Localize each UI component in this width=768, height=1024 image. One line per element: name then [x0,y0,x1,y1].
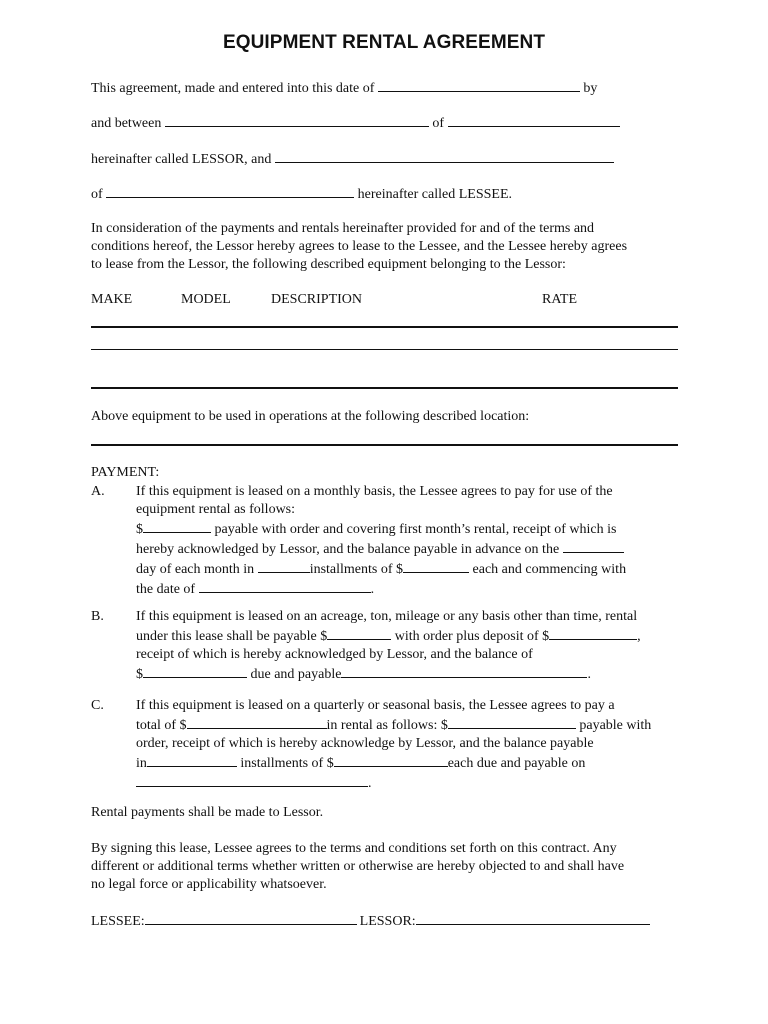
section-c-body: If this equipment is leased on a quarterly or seasonal basis, the Lessee agrees to pay a total of $ in rental as follows: $ payable with order, receipt of which is hereby acknowledge by Lessor, and the balance payable in installments of $ each due and payable on . [136,698,652,791]
a-day-blank[interactable] [563,539,624,553]
c-with-order-blank[interactable] [448,715,576,729]
equipment-line-3[interactable] [91,387,678,389]
section-a-body: If this equipment is leased on a monthly basis, the Lessee agrees to pay for use of the equipment rental as follows: $ payable with order and covering first month’s rental, receipt of which is hereby acknowledged by Lessor, and the balance payable in advance on the day of each month in installments of $ each and commencing with the date of . [136,484,627,597]
a-start-date-blank[interactable] [199,579,371,593]
lessor-name-blank[interactable] [165,113,429,127]
section-c-label: C. [91,698,104,713]
lessee-address-blank[interactable] [106,184,354,198]
b-balance-blank[interactable] [143,664,247,678]
document-title: EQUIPMENT RENTAL AGREEMENT [222,32,546,53]
header-make: MAKE [91,292,133,307]
c-due-date-blank[interactable] [136,773,368,787]
header-model: MODEL [181,292,231,307]
location-line[interactable] [91,444,678,446]
intro-line-date: This agreement, made and entered into this date of by [91,78,597,98]
c-installments-count-blank[interactable] [147,753,237,767]
c-installment-amount-blank[interactable] [334,753,448,767]
a-first-month-blank[interactable] [143,519,211,533]
lessor-address-blank[interactable] [448,113,620,127]
a-installments-count-blank[interactable] [258,559,310,573]
lessor-label: LESSOR: [359,914,416,929]
intro-line-between: and between of [91,113,620,133]
date-blank[interactable] [378,78,580,92]
b-due-blank[interactable] [341,664,587,678]
lessee-signature-blank[interactable] [145,911,357,925]
intro-line-lessee: of hereinafter called LESSEE. [91,184,512,204]
intro-line-lessor: hereinafter called LESSOR, and [91,149,614,169]
section-b-label: B. [91,609,104,624]
lessee-name-blank[interactable] [275,149,614,163]
consideration-paragraph: In consideration of the payments and rentals hereinafter provided for and of the terms and conditions hereof, the Lessor hereby agrees to lease to the Lessee, and the Lessee hereby agrees to lease from the Lessor, the following described equipment belonging to the Lessor: [91,221,628,272]
header-rate: RATE [542,292,577,307]
b-deposit-blank[interactable] [549,626,637,640]
equipment-line-2[interactable] [91,349,678,350]
signing-paragraph: By signing this lease, Lessee agrees to the terms and conditions set forth on this contract. Any different or additional terms whether written or otherwise are hereby objected to and shall have no legal force or applicability whatsoever. [91,841,625,892]
equipment-line-1[interactable] [91,326,678,328]
header-description: DESCRIPTION [271,292,363,307]
section-b-body: If this equipment is leased on an acreage, ton, mileage or any basis other than time, rental under this lease shall be payable $ with order plus deposit of $ , receipt of which is hereby acknowledged by Lessor, and the balance of $ due and payable . [136,609,641,682]
rental-payments-text: Rental payments shall be made to Lessor. [91,805,324,820]
lessee-label: LESSEE: [91,914,145,929]
location-text: Above equipment to be used in operations at the following described location: [91,409,530,424]
signature-line [91,911,650,931]
section-a-label: A. [91,484,105,499]
c-total-blank[interactable] [187,715,327,729]
a-installment-amount-blank[interactable] [403,559,469,573]
b-with-order-blank[interactable] [327,626,391,640]
payment-heading: PAYMENT: [91,465,160,480]
lessor-signature-blank[interactable] [416,911,650,925]
